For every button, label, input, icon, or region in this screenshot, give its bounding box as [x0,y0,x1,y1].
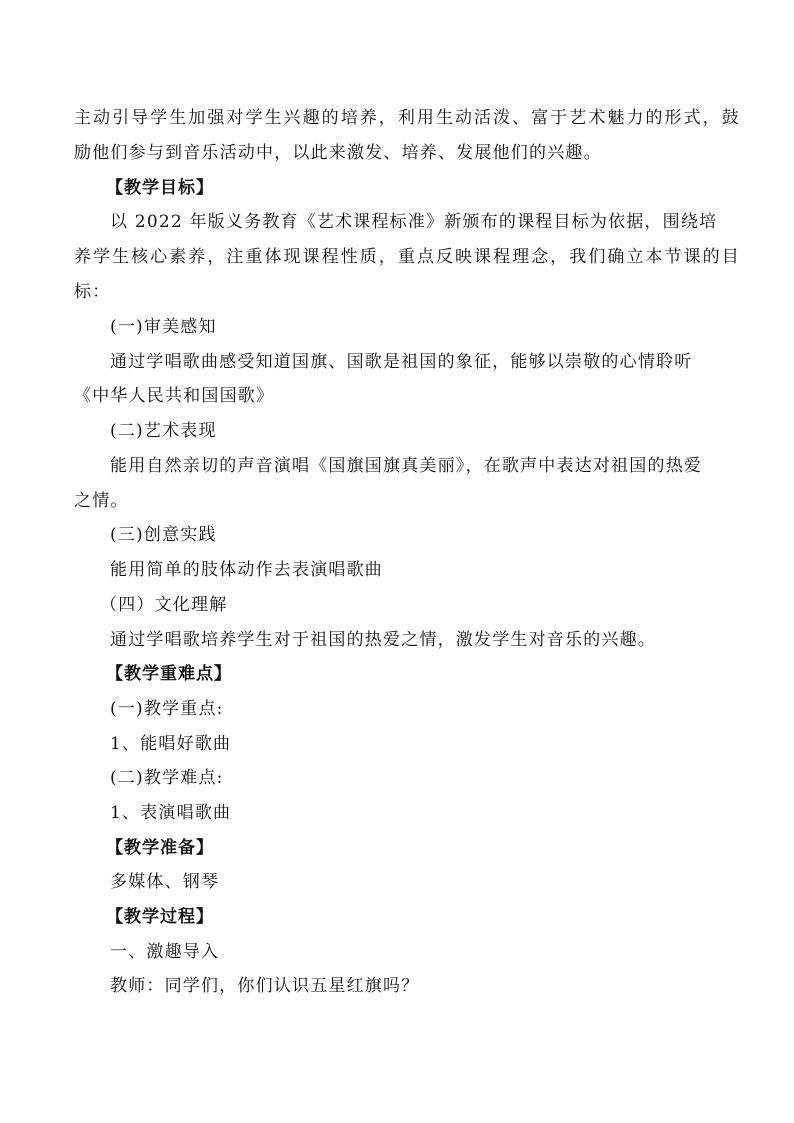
goal-4-title: （四）文化理解 [100,595,228,615]
goal-2-title: (二)艺术表现 [110,421,217,441]
goal-4-text-line-1: 通过学唱歌培养学生对于祖国的热爱之情，激发学生对音乐的兴趣。 [110,630,656,650]
key-points-subheading-2: (二)教学难点: [110,768,224,788]
section-heading-process: 【教学过程】 [106,907,214,927]
process-subheading-1: 一、激趣导入 [110,942,220,962]
key-points-subheading-1: (一)教学重点: [110,699,224,719]
section-heading-goals: 【教学目标】 [106,178,214,198]
goal-1-text-line-1: 通过学唱歌曲感受知道国旗、国歌是祖国的象征，能够以崇敬的心情聆听 [110,352,693,372]
goals-paragraph-line-1: 以 2022 年版义务教育《艺术课程标准》新颁布的课程目标为依据，围绕培 [110,212,718,232]
key-points-item-2: 1、表演唱歌曲 [110,803,232,823]
goal-1-title: (一)审美感知 [110,317,217,337]
intro-paragraph-line-1: 主动引导学生加强对学生兴趣的培养，利用生动活泼、富于艺术魅力的形式，鼓 [74,108,741,128]
goal-3-text-line-1: 能用简单的肢体动作去表演唱歌曲 [110,560,383,580]
goal-3-title: (三)创意实践 [110,525,217,545]
section-heading-preparation: 【教学准备】 [106,838,214,858]
goals-paragraph-line-2: 养学生核心素养，注重体现课程性质，重点反映课程理念，我们确立本节课的目 [74,247,741,267]
key-points-item-1: 1、能唱好歌曲 [110,734,232,754]
goal-2-text-line-1: 能用自然亲切的声音演唱《国旗国旗真美丽》，在歌声中表达对祖国的热爱 [110,456,703,476]
goal-1-text-line-2: 《中华人民共和国国歌》 [74,386,275,406]
intro-paragraph-line-2: 励他们参与到音乐活动中，以此来激发、培养、发展他们的兴趣。 [74,143,602,163]
process-text-line-1: 教师：同学们，你们认识五星红旗吗？ [110,976,420,996]
goal-2-text-line-2: 之情。 [74,491,129,511]
goals-paragraph-line-3: 标： [74,282,111,302]
preparation-text: 多媒体、钢琴 [110,872,220,892]
section-heading-key-points: 【教学重难点】 [106,664,232,684]
